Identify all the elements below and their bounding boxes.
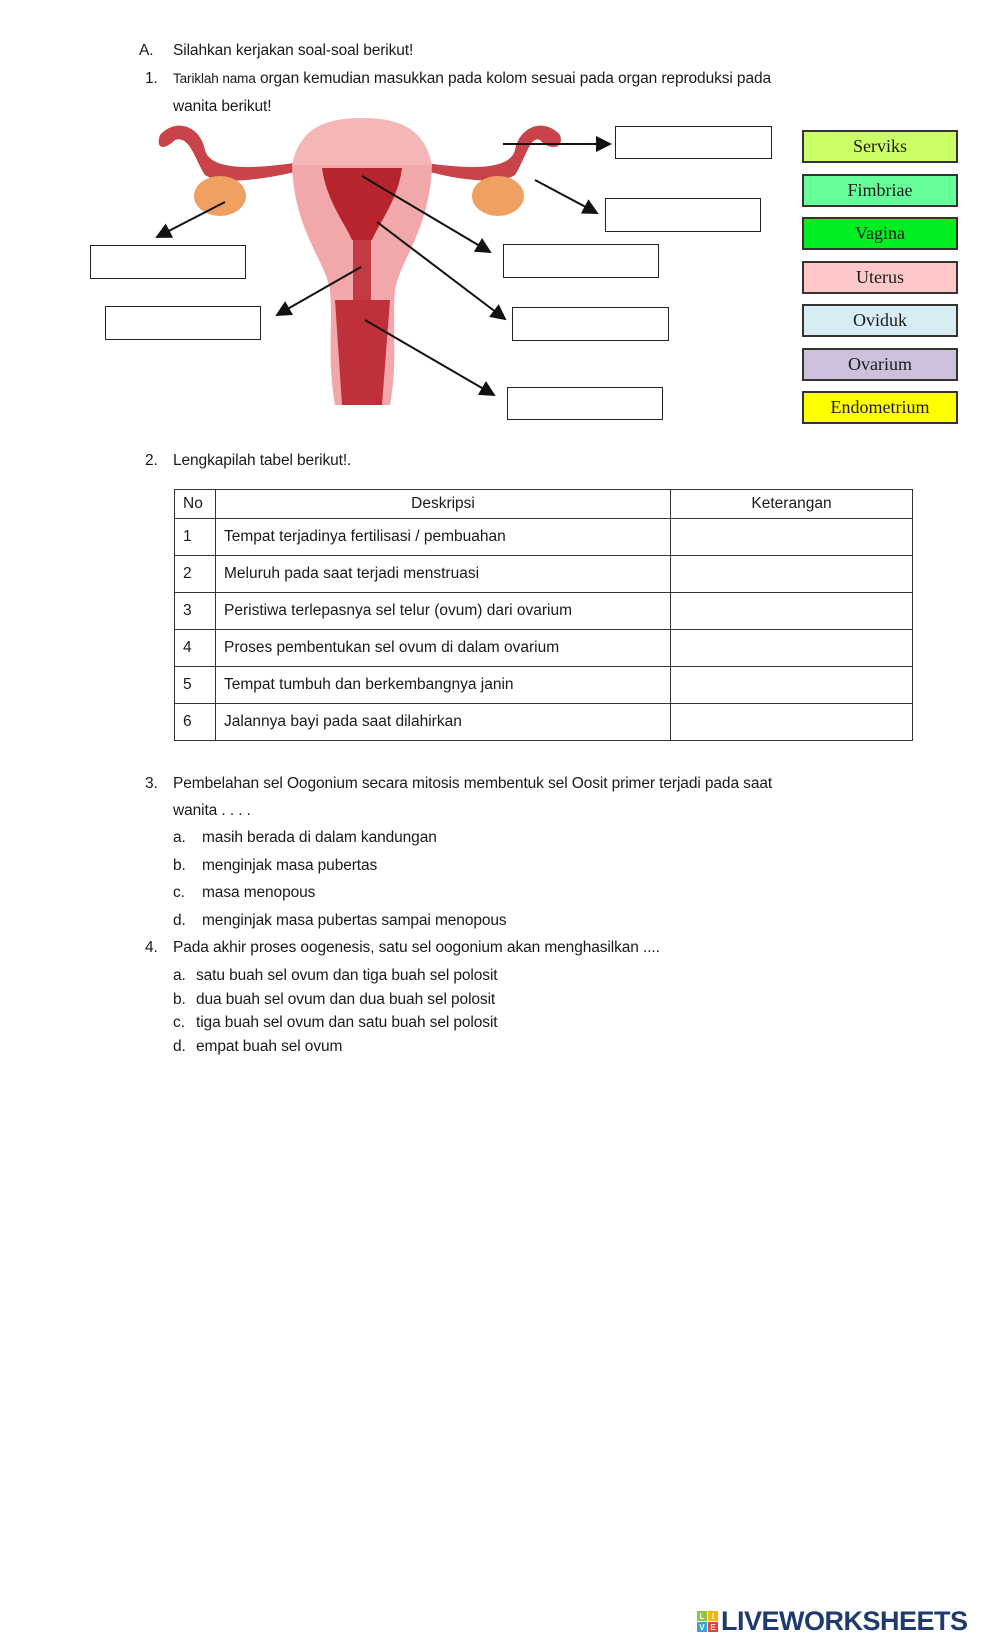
header-keterangan: Keterangan — [671, 490, 913, 519]
row-keterangan-input[interactable] — [671, 667, 913, 704]
q3-option-a-letter[interactable]: a. — [173, 829, 186, 846]
q3-option-a[interactable]: masih berada di dalam kandungan — [202, 829, 437, 846]
q1-text-line2: wanita berikut! — [173, 98, 272, 115]
table-header-row — [175, 490, 913, 519]
q4-option-a[interactable]: satu buah sel ovum dan tiga buah sel polosit — [196, 967, 498, 984]
drag-label-vagina[interactable]: Vagina — [802, 217, 958, 250]
q3-option-b-letter[interactable]: b. — [173, 857, 186, 874]
row-desc: Proses pembentukan sel ovum di dalam ovarium — [216, 630, 671, 667]
q4-number: 4. — [145, 939, 158, 956]
q3-option-d-letter[interactable]: d. — [173, 912, 186, 929]
table-row — [175, 667, 913, 704]
header-no: No — [175, 490, 216, 519]
logo-cube: L — [697, 1611, 707, 1621]
answer-drop-box-7[interactable] — [507, 387, 663, 420]
table-row — [175, 556, 913, 593]
answer-drop-box-4[interactable] — [503, 244, 659, 278]
drag-label-ovarium[interactable]: Ovarium — [802, 348, 958, 381]
q2-text: Lengkapilah tabel berikut!. — [173, 452, 352, 469]
row-keterangan-input[interactable] — [671, 630, 913, 667]
logo-brand-text: LIVEWORKSHEETS — [721, 1606, 968, 1636]
q3-text-line2: wanita . . . . — [173, 802, 251, 819]
table-row — [175, 630, 913, 667]
row-keterangan-input[interactable] — [671, 556, 913, 593]
row-no: 2 — [175, 556, 216, 593]
row-desc: Tempat tumbuh dan berkembangnya janin — [216, 667, 671, 704]
q4-option-c[interactable]: tiga buah sel ovum dan satu buah sel polosit — [196, 1014, 498, 1031]
row-no: 5 — [175, 667, 216, 704]
answer-drop-box-3[interactable] — [90, 245, 246, 279]
row-desc: Meluruh pada saat terjadi menstruasi — [216, 556, 671, 593]
drag-label-serviks[interactable]: Serviks — [802, 130, 958, 163]
q3-number: 3. — [145, 775, 158, 792]
row-no: 3 — [175, 593, 216, 630]
q4-option-b-letter[interactable]: b. — [173, 991, 186, 1008]
logo-cube: I — [708, 1611, 718, 1621]
q4-option-c-letter[interactable]: c. — [173, 1014, 185, 1031]
q1-text-main: organ kemudian masukkan pada kolom sesuai pada organ reproduksi pada — [255, 70, 772, 87]
logo-cube: V — [697, 1622, 707, 1632]
row-keterangan-input[interactable] — [671, 519, 913, 556]
row-keterangan-input[interactable] — [671, 704, 913, 741]
q4-option-d-letter[interactable]: d. — [173, 1038, 186, 1055]
q4-option-b[interactable]: dua buah sel ovum dan dua buah sel polosit — [196, 991, 496, 1008]
pointer-arrow — [157, 202, 225, 237]
table-row — [175, 593, 913, 630]
q3-option-b[interactable]: menginjak masa pubertas — [202, 857, 378, 874]
q4-text: Pada akhir proses oogenesis, satu sel oogonium akan menghasilkan .... — [173, 939, 660, 956]
row-desc: Jalannya bayi pada saat dilahirkan — [216, 704, 671, 741]
header-deskripsi: Deskripsi — [216, 490, 671, 519]
drag-label-oviduk[interactable]: Oviduk — [802, 304, 958, 337]
row-desc: Peristiwa terlepasnya sel telur (ovum) dari ovarium — [216, 593, 671, 630]
q3-text: Pembelahan sel Oogonium secara mitosis membentuk sel Oosit primer terjadi pada saat — [173, 775, 773, 792]
pointer-arrow — [535, 180, 597, 213]
drag-label-fimbriae[interactable]: Fimbriae — [802, 174, 958, 207]
row-desc: Tempat terjadinya fertilisasi / pembuahan — [216, 519, 671, 556]
q3-option-c-letter[interactable]: c. — [173, 884, 185, 901]
q1-text-small: Tariklah nama — [173, 71, 256, 86]
description-table — [174, 489, 913, 741]
liveworksheets-logo — [697, 1606, 968, 1637]
row-no: 4 — [175, 630, 216, 667]
answer-drop-box-2[interactable] — [605, 198, 761, 232]
q1-number: 1. — [145, 70, 158, 87]
q2-number: 2. — [145, 452, 158, 469]
table-row — [175, 704, 913, 741]
q4-option-a-letter[interactable]: a. — [173, 967, 186, 984]
table-row — [175, 519, 913, 556]
logo-cube: E — [708, 1622, 718, 1632]
row-no: 1 — [175, 519, 216, 556]
logo-cubes-icon — [697, 1611, 718, 1632]
section-letter: A. — [139, 42, 154, 59]
section-title: Silahkan kerjakan soal-soal berikut! — [173, 42, 414, 59]
q3-option-c[interactable]: masa menopous — [202, 884, 316, 901]
q3-option-d[interactable]: menginjak masa pubertas sampai menopous — [202, 912, 507, 929]
answer-drop-box-1[interactable] — [615, 126, 772, 159]
answer-drop-box-6[interactable] — [512, 307, 669, 341]
drag-label-endometrium[interactable]: Endometrium — [802, 391, 958, 424]
row-no: 6 — [175, 704, 216, 741]
answer-drop-box-5[interactable] — [105, 306, 261, 340]
drag-label-uterus[interactable]: Uterus — [802, 261, 958, 294]
row-keterangan-input[interactable] — [671, 593, 913, 630]
q4-option-d[interactable]: empat buah sel ovum — [196, 1038, 343, 1055]
